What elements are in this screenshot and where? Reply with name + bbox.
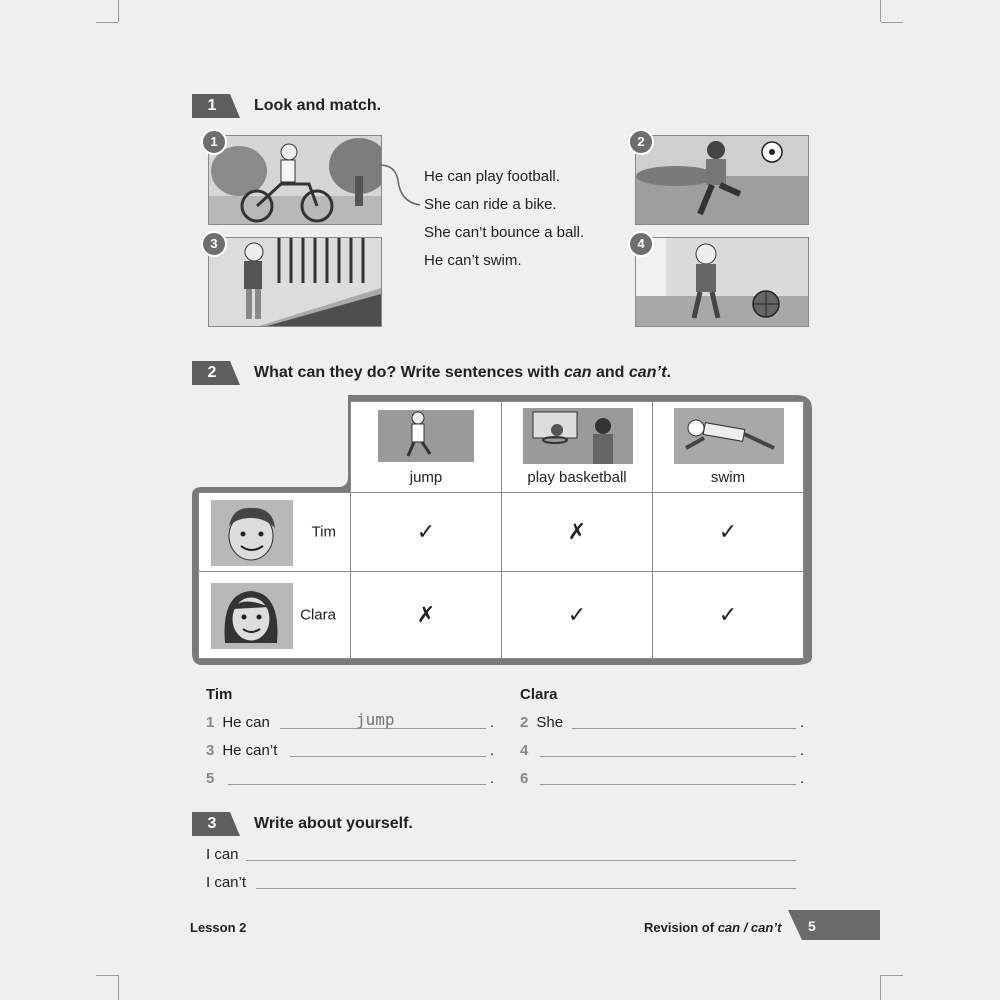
mark-symbol: ✓ — [567, 602, 587, 627]
clara-portrait — [211, 583, 293, 649]
section-number-tab: 1 — [192, 94, 240, 118]
swim-picture — [674, 408, 784, 464]
matching-line — [380, 160, 430, 210]
activity-header-swim — [652, 401, 804, 493]
activity-label: swim — [710, 469, 746, 486]
section-title: Write about yourself. — [254, 815, 413, 832]
mark-cell — [501, 571, 653, 659]
line-prefix: He can — [222, 714, 270, 731]
line-number: 6 — [520, 770, 529, 787]
activity-label: jump — [409, 469, 443, 486]
crop-mark — [96, 22, 118, 23]
line-prefix: She — [536, 714, 564, 731]
match-sentence: He can play football. — [424, 168, 560, 185]
activity-header-jump — [350, 401, 502, 493]
crop-mark — [881, 975, 903, 976]
match-sentence: He can’t swim. — [424, 252, 522, 269]
crop-mark — [118, 0, 119, 22]
mark-cell — [350, 571, 502, 659]
tim-heading: Tim — [206, 686, 233, 703]
footer-revision: Revision of can / can’t — [644, 920, 782, 935]
footer-lesson: Lesson 2 — [190, 920, 247, 935]
picture-number-badge: 1 — [201, 129, 227, 155]
section-1-heading — [192, 94, 381, 118]
line-period: . — [490, 770, 495, 787]
line-period: . — [800, 770, 805, 787]
self-write-field-cant[interactable] — [256, 888, 796, 889]
person-cell-tim — [198, 492, 351, 572]
person-name: Clara — [300, 606, 336, 624]
mark-symbol: ✗ — [567, 519, 587, 544]
answer-field-4[interactable] — [540, 756, 796, 757]
page-number-tab — [788, 910, 880, 940]
mark-symbol: ✗ — [416, 602, 436, 627]
line-number: 3 — [206, 742, 215, 759]
mark-symbol: ✓ — [718, 602, 738, 627]
self-write-label-can: I can — [206, 846, 239, 863]
clara-heading: Clara — [520, 686, 558, 703]
answer-field-2[interactable] — [572, 728, 796, 729]
basketball-picture — [523, 408, 633, 464]
crop-mark — [118, 975, 119, 1000]
section-3-heading — [192, 812, 413, 836]
line-number: 1 — [206, 714, 215, 731]
picture-boy-at-pool — [208, 237, 382, 327]
picture-number-badge: 2 — [628, 129, 654, 155]
line-prefix: He can’t — [222, 742, 278, 759]
section-title: Look and match. — [254, 97, 382, 114]
section-title: What can they do? Write sentences with can and can’t. — [254, 364, 671, 381]
picture-girl-riding-bike — [208, 135, 382, 225]
writing-line-1 — [206, 714, 270, 731]
picture-boy-playing-football — [635, 135, 809, 225]
handwritten-answer: jump — [356, 710, 395, 729]
tim-portrait — [211, 500, 293, 566]
line-period: . — [490, 742, 495, 759]
answer-field-6[interactable] — [540, 784, 796, 785]
answer-field-5[interactable] — [228, 784, 486, 785]
page-number: 5 — [808, 918, 816, 934]
line-period: . — [490, 714, 495, 731]
activity-label: play basketball — [527, 469, 627, 486]
line-period: . — [800, 714, 805, 731]
picture-number-badge: 3 — [201, 231, 227, 257]
writing-line-4 — [520, 742, 536, 759]
crop-mark — [96, 975, 118, 976]
self-write-label-cant: I can’t — [206, 874, 247, 891]
line-number: 2 — [520, 714, 529, 731]
mark-cell — [652, 571, 804, 659]
line-number: 5 — [206, 770, 215, 787]
line-number: 4 — [520, 742, 529, 759]
self-write-field-can[interactable] — [246, 860, 796, 861]
person-cell-clara — [198, 571, 351, 659]
writing-line-3 — [206, 742, 277, 759]
answer-field-3[interactable] — [290, 756, 486, 757]
mark-symbol: ✓ — [416, 519, 436, 544]
picture-girl-bouncing-ball — [635, 237, 809, 327]
ability-table — [192, 395, 812, 665]
jump-picture — [378, 410, 474, 462]
writing-line-2 — [520, 714, 563, 731]
crop-mark — [881, 22, 903, 23]
match-sentence: She can ride a bike. — [424, 196, 557, 213]
person-name: Tim — [311, 523, 336, 541]
writing-line-6 — [520, 770, 536, 787]
writing-line-5 — [206, 770, 222, 787]
mark-cell — [350, 492, 502, 572]
mark-cell — [501, 492, 653, 572]
crop-mark — [880, 975, 881, 1000]
picture-number-badge: 4 — [628, 231, 654, 257]
crop-mark — [880, 0, 881, 22]
mark-symbol: ✓ — [718, 519, 738, 544]
match-sentence: She can’t bounce a ball. — [424, 224, 585, 241]
section-number-tab: 2 — [192, 361, 240, 385]
line-period: . — [800, 742, 805, 759]
section-number-tab: 3 — [192, 812, 240, 836]
mark-cell — [652, 492, 804, 572]
activity-header-basketball — [501, 401, 653, 493]
section-2-heading — [192, 361, 671, 385]
